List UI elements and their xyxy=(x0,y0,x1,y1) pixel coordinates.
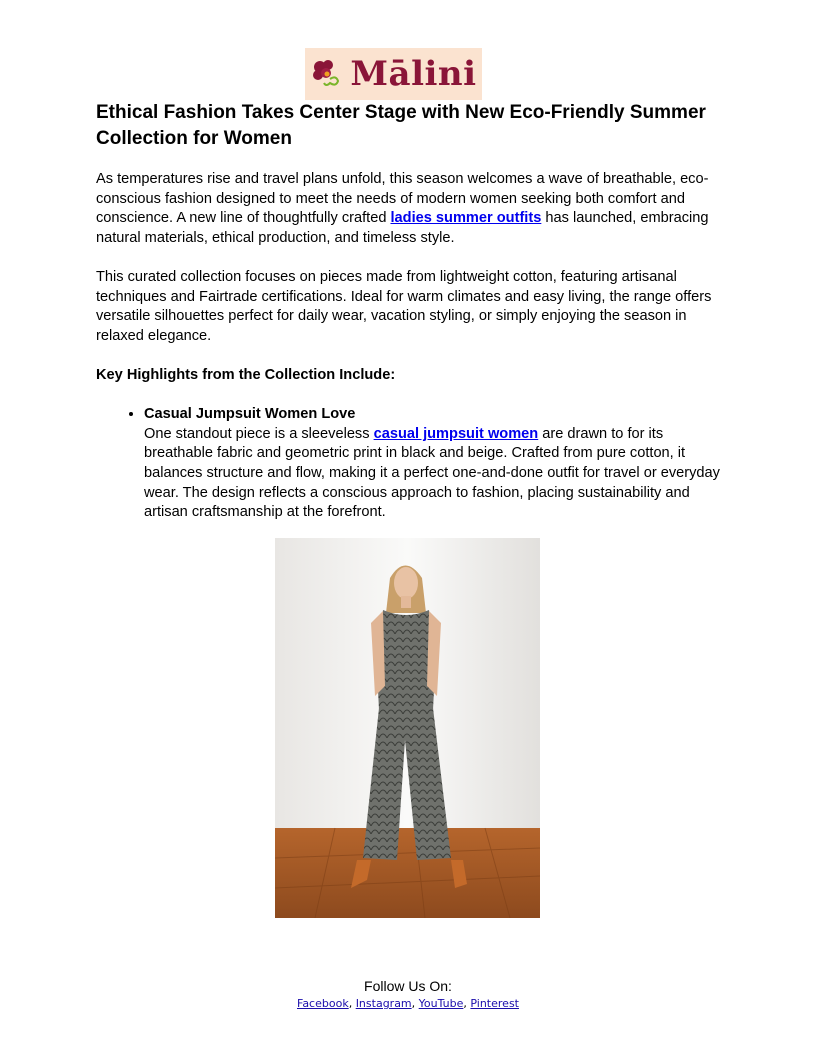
follow-us-label: Follow Us On: xyxy=(364,978,452,994)
facebook-link[interactable]: Facebook xyxy=(297,997,349,1010)
youtube-link[interactable]: YouTube xyxy=(418,997,464,1010)
pinterest-link[interactable]: Pinterest xyxy=(470,997,519,1010)
highlight-text-end: are drawn to for its breathable fabric and geometric print in black and beige. Crafted from pure cotton, it balances structure and flow, making it a perfect one-and-done outfit for travel or everyday wear. The design reflects a conscious approach to fashion, placing sustainability and artisan craftsmanship at the forefront. xyxy=(144,425,720,521)
highlights-list xyxy=(96,405,726,523)
collection-paragraph: This curated collection focuses on pieces made from lightweight cotton, featuring artisanal techniques and Fairtrade certifications. Ideal for warm climates and easy living, the range offers versatile silhouettes perfect for daily wear, vacation styling, or simply enjoying the season in relaxed elegance. xyxy=(96,268,712,344)
intro-text: As temperatures rise and travel plans unfold, this season welcomes a wave of breathable, eco-conscious fashion designed to meet the needs of modern women seeking both comfort and conscience. A new line of thoughtfully crafted xyxy=(96,171,709,227)
social-links xyxy=(0,995,816,1013)
separator: , xyxy=(348,997,356,1010)
casual-jumpsuit-women-link[interactable]: casual jumpsuit women xyxy=(373,425,539,442)
flower-logo-icon xyxy=(310,57,344,91)
logo-text: Mālini xyxy=(350,54,477,94)
malini-logo xyxy=(305,48,482,100)
instagram-link[interactable]: Instagram xyxy=(355,997,412,1010)
separator: , xyxy=(411,997,419,1010)
intro-text-end: has launched, embracing natural materials, ethical production, and timeless style. xyxy=(96,210,709,246)
highlight-title: • Casual Jumpsuit Women Love xyxy=(144,406,356,423)
jumpsuit-product-photo xyxy=(275,538,540,918)
highlights-heading: Key Highlights from the Collection Include: xyxy=(96,366,396,383)
highlight-text: One standout piece is a sleeveless xyxy=(144,425,374,442)
page-title: Ethical Fashion Takes Center Stage with New Eco-Friendly Summer Collection for Women xyxy=(96,102,706,149)
intro-paragraph xyxy=(96,170,726,248)
separator: , xyxy=(463,997,471,1010)
highlight-body xyxy=(144,425,726,523)
footer xyxy=(0,977,816,1013)
ladies-summer-outfits-link[interactable]: ladies summer outfits xyxy=(390,210,542,227)
article xyxy=(96,100,726,523)
list-item xyxy=(144,405,726,523)
